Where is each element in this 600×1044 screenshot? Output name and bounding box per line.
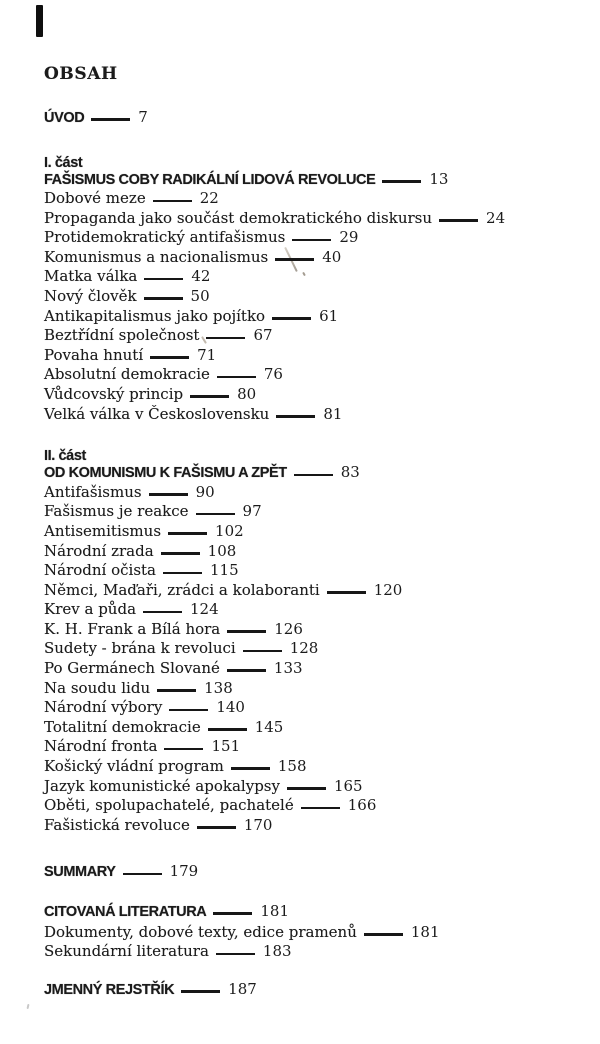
leader-line (153, 200, 192, 203)
entry-label: FAŠISMUS COBY RADIKÁLNÍ LIDOVÁ REVOLUCE (44, 171, 376, 188)
page-number: 7 (138, 108, 148, 126)
toc-chapter-entry (44, 639, 580, 659)
page-number: 165 (333, 776, 363, 795)
toc-chapter-entry (44, 189, 580, 209)
entry-label: OD KOMUNISMU K FAŠISMU A ZPĚT (44, 465, 287, 482)
page-number: 128 (289, 639, 319, 658)
leader-line (439, 219, 478, 222)
entry-label: Oběti, spolupachatelé, pachatelé (44, 796, 294, 815)
leader-line (190, 395, 229, 398)
spacer (44, 129, 45, 154)
toc-chapter-entry (44, 522, 580, 542)
toc-chapter-entry (44, 365, 580, 385)
toc-chapter-entry (44, 777, 580, 797)
toc-chapter-entry (44, 326, 580, 346)
leader-line (213, 912, 252, 915)
leader-line (301, 807, 340, 810)
toc-chapter-entry (44, 483, 580, 503)
scan-artifact-bar (36, 5, 43, 37)
entry-label: I. část (44, 154, 83, 171)
leader-line (294, 474, 333, 477)
leader-line (144, 278, 183, 281)
leader-line (196, 513, 235, 516)
toc-chapter-entry (44, 307, 580, 327)
toc-section-heading (44, 980, 580, 1001)
leader-line (327, 591, 366, 594)
page-number: 187 (228, 979, 257, 998)
page-number: 81 (323, 404, 343, 423)
toc-chapter-entry (44, 502, 580, 522)
leader-line (161, 552, 200, 555)
toc-chapter-entry (44, 796, 580, 816)
entry-label: Velká válka v Československu (44, 404, 270, 423)
leader-line (197, 826, 236, 829)
toc-chapter-entry (44, 923, 580, 943)
page-title: OBSAH (44, 64, 118, 84)
page-number: 13 (429, 169, 449, 188)
toc-part-title (44, 464, 580, 483)
toc-chapter-entry (44, 287, 580, 307)
spacer (44, 424, 45, 447)
leader-line (216, 953, 255, 956)
page-number: 50 (190, 287, 210, 306)
entry-label: Povaha hnutí (44, 345, 144, 364)
entry-label: Dobové meze (44, 189, 146, 208)
page-number: 120 (373, 580, 403, 599)
page-number: 67 (253, 326, 273, 345)
entry-label: Fašistická revoluce (44, 815, 190, 834)
toc-chapter-entry (44, 757, 580, 777)
toc-chapter-entry (44, 942, 580, 962)
toc-chapter-entry (44, 737, 580, 757)
toc-chapter-entry (44, 267, 580, 287)
entry-label: Absolutní demokracie (44, 365, 210, 384)
leader-line (91, 118, 130, 121)
entry-label: Nový člověk (44, 287, 137, 306)
entry-label: Beztřídní společnost (44, 326, 200, 345)
entry-label: K. H. Frank a Bílá hora (44, 619, 221, 638)
leader-line (164, 748, 203, 751)
page-number: 138 (204, 678, 233, 697)
entry-label: Antisemitismus (44, 521, 162, 540)
toc-section-heading (44, 902, 580, 923)
entry-label: Dokumenty, dobové texty, edice pramenů (44, 922, 357, 941)
entry-label: Totalitní demokracie (44, 717, 201, 736)
leader-line (168, 532, 207, 535)
page-number: 80 (237, 385, 257, 404)
page-number: 102 (215, 521, 244, 540)
page-number: 108 (207, 541, 237, 560)
entry-label: Komunismus a nacionalismus (44, 247, 269, 266)
entry-label: Krev a půda (44, 600, 137, 619)
entry-label: Národní výbory (44, 698, 163, 717)
toc-section-heading (44, 108, 580, 129)
spacer (44, 835, 45, 862)
leader-line (227, 630, 266, 633)
leader-line (276, 415, 315, 418)
entry-label: Národní fronta (44, 737, 158, 756)
page-number: 42 (191, 267, 211, 286)
entry-label: II. část (44, 448, 86, 465)
page-number: 133 (273, 659, 303, 678)
entry-label: Sudety - brána k revoluci (44, 639, 236, 658)
toc-part-label (44, 447, 580, 464)
leader-line (123, 873, 162, 876)
page-number: 29 (339, 228, 359, 247)
toc-part-label (44, 154, 580, 171)
entry-label: Národní zrada (44, 541, 154, 560)
toc-chapter-entry (44, 718, 580, 738)
leader-line (144, 297, 183, 300)
leader-line (208, 728, 247, 731)
entry-label: Propaganda jako součást demokratického diskursu (44, 208, 433, 227)
page-number: 61 (319, 306, 339, 325)
entry-label: Protidemokratický antifašismus (44, 228, 286, 247)
entry-label: Němci, Maďaři, zrádci a kolaboranti (44, 580, 320, 599)
toc-chapter-entry (44, 816, 580, 836)
page-number: 179 (169, 862, 199, 881)
leader-line (149, 493, 188, 496)
toc-chapter-entry (44, 679, 580, 699)
page-number: 90 (195, 482, 215, 501)
entry-label: SUMMARY (44, 864, 116, 881)
page-number: 151 (211, 737, 241, 756)
page-number: 40 (322, 247, 342, 266)
entry-label: Antikapitalismus jako pojítko (44, 306, 266, 325)
leader-line (157, 689, 196, 692)
page-number: 170 (243, 815, 273, 834)
leader-line (143, 611, 182, 614)
leader-line (272, 317, 311, 320)
toc-part-title (44, 171, 580, 190)
toc-chapter-entry (44, 228, 580, 248)
page-number: 124 (190, 600, 219, 619)
leader-line (243, 650, 282, 653)
page-number: 158 (277, 757, 307, 776)
leader-line (206, 337, 245, 340)
toc-chapter-entry (44, 561, 580, 581)
page-number: 126 (274, 619, 303, 638)
leader-line (292, 239, 331, 242)
spacer (44, 962, 45, 980)
page-number: 71 (197, 345, 217, 364)
leader-line (217, 376, 256, 379)
entry-label: ÚVOD (44, 110, 85, 126)
leader-line (169, 709, 208, 712)
leader-line (364, 933, 403, 936)
toc-chapter-entry (44, 248, 580, 268)
leader-line (227, 669, 266, 672)
toc-section-heading (44, 862, 580, 883)
toc-list (44, 84, 580, 1000)
page-number: 166 (347, 796, 377, 815)
leader-line (287, 787, 326, 790)
entry-label: Fašismus je reakce (44, 502, 189, 521)
toc-chapter-entry (44, 405, 580, 425)
spacer (44, 84, 45, 108)
page-number: 181 (410, 922, 440, 941)
page-number: 140 (216, 698, 245, 717)
table-of-contents (44, 64, 580, 1000)
toc-chapter-entry (44, 385, 580, 405)
leader-line (275, 258, 314, 261)
leader-line (163, 572, 202, 575)
page-number: 22 (199, 189, 219, 208)
page-number: 181 (260, 902, 290, 920)
entry-label: Národní očista (44, 561, 156, 580)
leader-line (382, 180, 421, 183)
leader-line (150, 356, 189, 359)
entry-label: Vůdcovský princip (44, 385, 184, 404)
page-number: 145 (254, 717, 284, 736)
spacer (44, 883, 45, 902)
entry-label: Matka válka (44, 267, 138, 286)
page-number: 24 (486, 208, 506, 227)
toc-chapter-entry (44, 620, 580, 640)
entry-label: Košický vládní program (44, 757, 224, 776)
page-number: 76 (263, 365, 283, 384)
page-number: 97 (242, 502, 262, 521)
toc-chapter-entry (44, 346, 580, 366)
entry-label: Na soudu lidu (44, 678, 151, 697)
toc-chapter-entry (44, 600, 580, 620)
entry-label: CITOVANÁ LITERATURA (44, 904, 207, 920)
leader-line (181, 990, 220, 993)
entry-label: Jazyk komunistické apokalypsy (44, 776, 280, 795)
toc-chapter-entry (44, 698, 580, 718)
toc-chapter-entry (44, 581, 580, 601)
toc-chapter-entry (44, 542, 580, 562)
entry-label: Antifašismus (44, 482, 142, 501)
entry-label: Po Germánech Slované (44, 659, 220, 678)
page-number: 183 (262, 942, 292, 961)
toc-chapter-entry (44, 659, 580, 679)
page-number: 83 (340, 463, 360, 482)
entry-label: Sekundární literatura (44, 942, 209, 961)
scan-artifact-speck (27, 1004, 30, 1009)
leader-line (231, 767, 270, 770)
page-number: 115 (210, 561, 239, 580)
entry-label: JMENNÝ REJSTŘÍK (44, 981, 175, 998)
toc-chapter-entry (44, 209, 580, 229)
